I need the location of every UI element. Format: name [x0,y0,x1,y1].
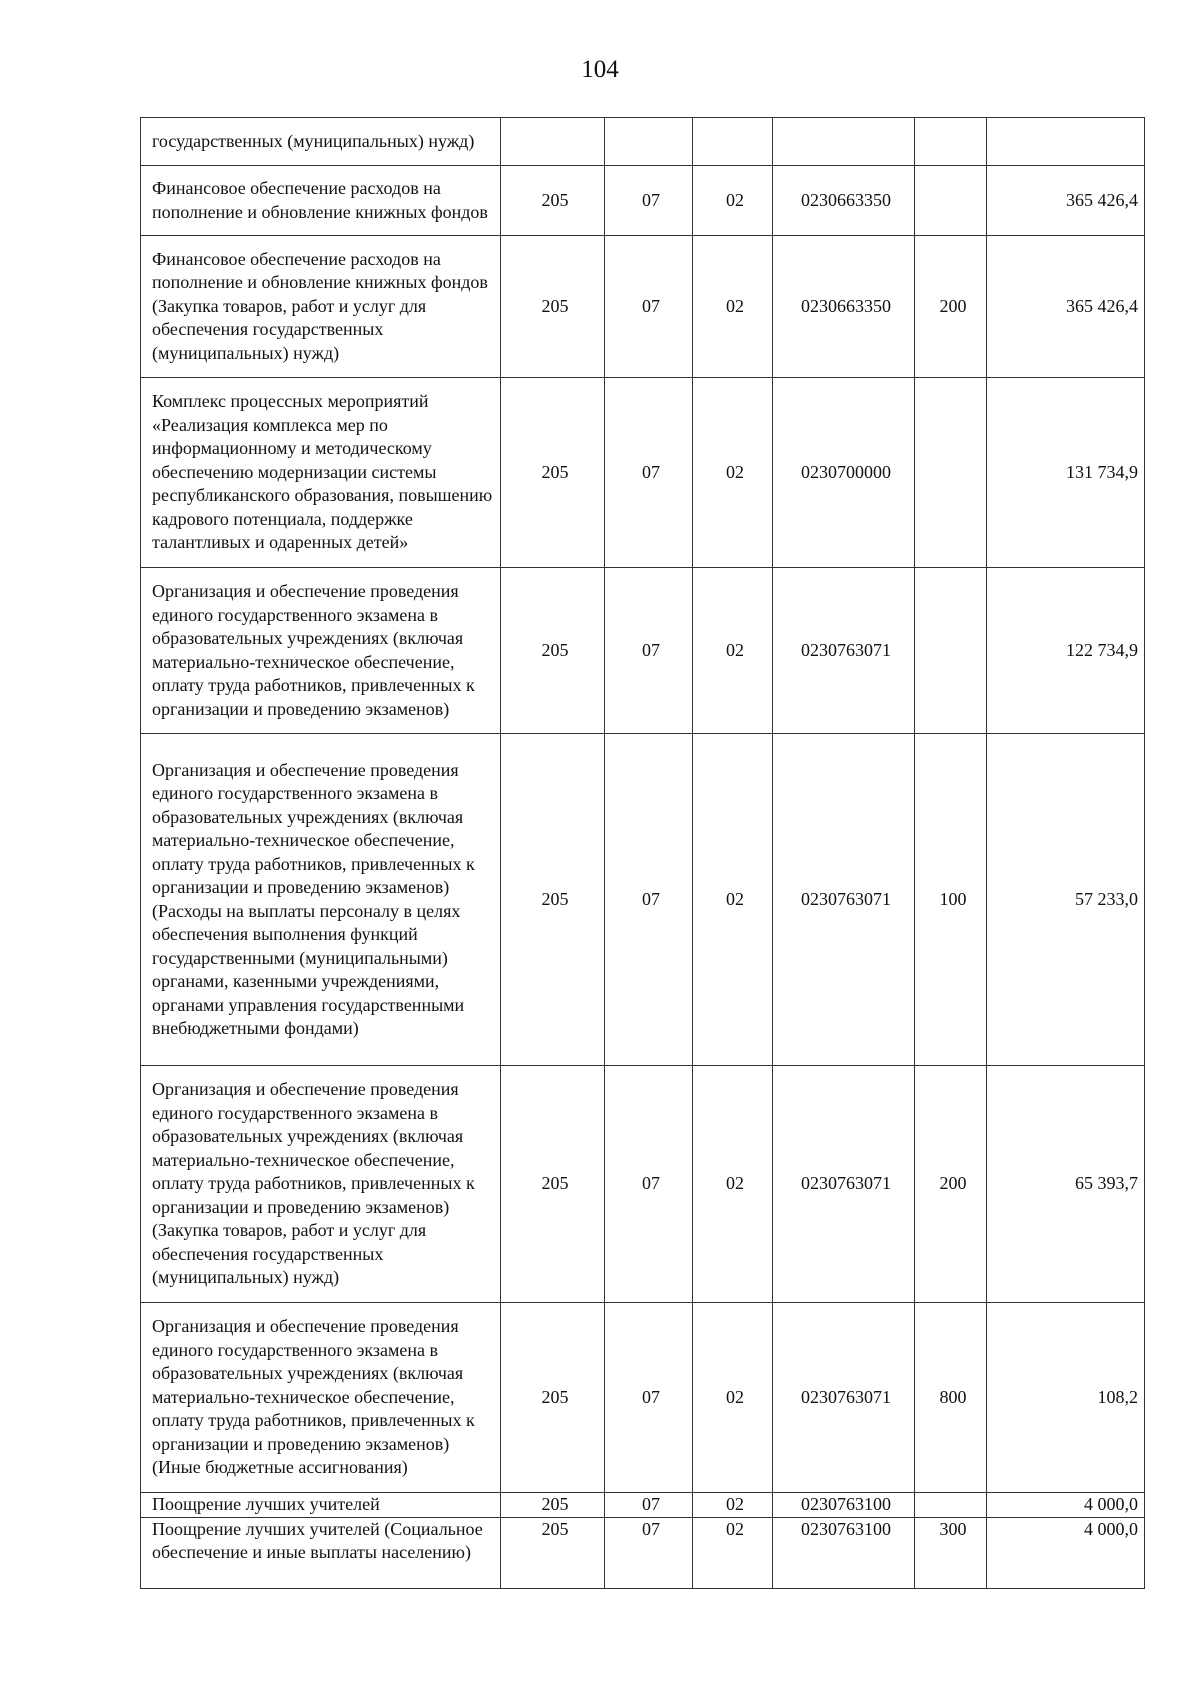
ministry-code: 205 [501,734,605,1066]
table-row [141,734,1145,1066]
row-name: Организация и обеспечение проведения единого государственного экзамена в образовательных учреждениях (включая материально-техническое обеспечение, оплату труда работников, привлеченных к организации и проведению экзаменов) (Расходы на выплаты персоналу в целях обеспечения выполнения функций государственными (муниципальными) органами, казенными учреждениями, органами управления государственными внебюджетными фондами) [141,734,501,1066]
target-article-code: 0230763071 [773,1066,915,1303]
row-name: Поощрение лучших учителей [141,1493,501,1518]
table-row [141,378,1145,568]
amount: 4 000,0 [987,1517,1145,1588]
section-code: 07 [605,1493,693,1518]
ministry-code: 205 [501,568,605,734]
row-name: Финансовое обеспечение расходов на пополнение и обновление книжных фондов (Закупка товаров, работ и услуг для обеспечения государственных (муниципальных) нужд) [141,236,501,378]
target-article-code: 0230763100 [773,1493,915,1518]
table-row [141,1493,1145,1518]
subsection-code: 02 [693,1517,773,1588]
section-code: 07 [605,1517,693,1588]
budget-table [140,117,1145,1589]
subsection-code: 02 [693,1493,773,1518]
amount: 4 000,0 [987,1493,1145,1518]
expense-type-code [915,166,987,236]
expense-type-code [915,118,987,166]
ministry-code: 205 [501,1493,605,1518]
subsection-code: 02 [693,568,773,734]
expense-type-code: 200 [915,236,987,378]
expense-type-code: 300 [915,1517,987,1588]
section-code: 07 [605,568,693,734]
subsection-code [693,118,773,166]
section-code: 07 [605,734,693,1066]
ministry-code: 205 [501,166,605,236]
amount: 131 734,9 [987,378,1145,568]
subsection-code: 02 [693,378,773,568]
table-row [141,568,1145,734]
table-row [141,1066,1145,1303]
table-row [141,118,1145,166]
table-row [141,1517,1145,1588]
ministry-code: 205 [501,1517,605,1588]
amount: 65 393,7 [987,1066,1145,1303]
target-article-code: 0230663350 [773,166,915,236]
row-name: Организация и обеспечение проведения единого государственного экзамена в образовательных учреждениях (включая материально-техническое обеспечение, оплату труда работников, привлеченных к организации и проведению экзаменов) [141,568,501,734]
subsection-code: 02 [693,734,773,1066]
table-row [141,236,1145,378]
row-name: Организация и обеспечение проведения единого государственного экзамена в образовательных учреждениях (включая материально-техническое обеспечение, оплату труда работников, привлеченных к организации и проведению экзаменов) (Закупка товаров, работ и услуг для обеспечения государственных (муниципальных) нужд) [141,1066,501,1303]
row-name: Организация и обеспечение проведения единого государственного экзамена в образовательных учреждениях (включая материально-техническое обеспечение, оплату труда работников, привлеченных к организации и проведению экзаменов) (Иные бюджетные ассигнования) [141,1303,501,1493]
expense-type-code: 800 [915,1303,987,1493]
ministry-code: 205 [501,1066,605,1303]
ministry-code: 205 [501,1303,605,1493]
section-code: 07 [605,236,693,378]
target-article-code: 0230700000 [773,378,915,568]
row-name: государственных (муниципальных) нужд) [141,118,501,166]
expense-type-code [915,568,987,734]
amount [987,118,1145,166]
section-code: 07 [605,1066,693,1303]
expense-type-code: 100 [915,734,987,1066]
amount: 122 734,9 [987,568,1145,734]
section-code: 07 [605,166,693,236]
ministry-code: 205 [501,378,605,568]
subsection-code: 02 [693,1303,773,1493]
section-code: 07 [605,378,693,568]
row-name: Финансовое обеспечение расходов на пополнение и обновление книжных фондов [141,166,501,236]
section-code: 07 [605,1303,693,1493]
amount: 57 233,0 [987,734,1145,1066]
target-article-code: 0230763071 [773,568,915,734]
target-article-code: 0230763071 [773,734,915,1066]
subsection-code: 02 [693,1066,773,1303]
row-name: Комплекс процессных мероприятий «Реализация комплекса мер по информационному и методическому обеспечению модернизации системы республиканского образования, повышению кадрового потенциала, поддержке талантливых и одаренных детей» [141,378,501,568]
expense-type-code [915,378,987,568]
amount: 108,2 [987,1303,1145,1493]
expense-type-code [915,1493,987,1518]
section-code [605,118,693,166]
ministry-code: 205 [501,236,605,378]
expense-type-code: 200 [915,1066,987,1303]
target-article-code: 0230763071 [773,1303,915,1493]
page-number: 104 [581,56,619,83]
amount: 365 426,4 [987,236,1145,378]
target-article-code: 0230763100 [773,1517,915,1588]
row-name: Поощрение лучших учителей (Социальное обеспечение и иные выплаты населению) [141,1517,501,1588]
table-row [141,166,1145,236]
table-row [141,1303,1145,1493]
subsection-code: 02 [693,166,773,236]
amount: 365 426,4 [987,166,1145,236]
target-article-code [773,118,915,166]
ministry-code [501,118,605,166]
target-article-code: 0230663350 [773,236,915,378]
subsection-code: 02 [693,236,773,378]
